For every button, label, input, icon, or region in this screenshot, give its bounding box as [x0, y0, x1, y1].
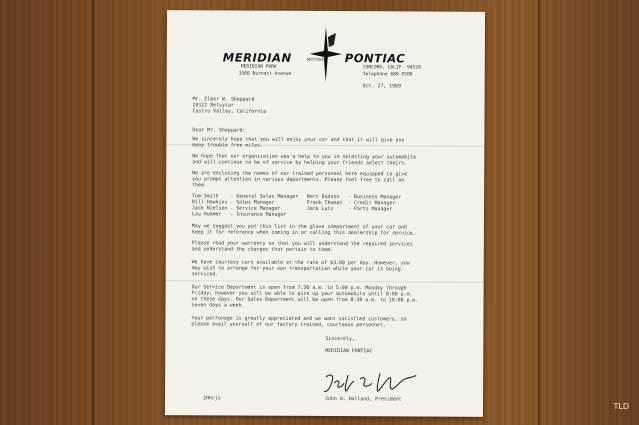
paragraph-line: on these days. Our Sales Department will be open from 8:30 a.m. to 10:00 p.m.: [191, 296, 419, 304]
city-line: CONCORD, CALIF. 94520: [362, 65, 421, 71]
paragraph-line: seven days a week.: [191, 302, 245, 309]
fold-line: [166, 280, 484, 283]
telephone-line: Telephone 689-5500: [362, 72, 413, 78]
staff-row: Jack Nielsen - Service Manager Jack Lutz - Parts Manager: [192, 205, 393, 213]
plank-seam: [92, 0, 94, 425]
signature-company: MERIDIAN PONTIAC: [325, 348, 373, 355]
paragraph-line: We have courtesy cars available at the rate of $3.00 per day. However, you: [191, 259, 410, 267]
recipient-city: Castro Valley, California: [192, 108, 267, 115]
staff-row: Tom Smith - General Sales Manager Bert Dodson - Business Manager: [192, 193, 402, 201]
letterhead: [167, 10, 485, 108]
recipient-name: Mr. Elmer W. Sheppard: [192, 96, 255, 103]
paragraph-line: Our Service Department is open from 7:30 a.m. to 5:00 p.m. Monday through: [191, 284, 407, 292]
paragraph-line: Friday; however you will be able to pick up your automobile until 8:00 p.m.: [191, 290, 413, 298]
paragraph-line: Please read your warranty so that you will understand the required services: [191, 240, 413, 248]
brand-name-right: PONTIAC: [344, 51, 406, 66]
paragraph-line: We sincerely hope that you will enjoy your car and that it will give you: [192, 136, 405, 144]
paragraph-line: serviced.: [191, 271, 219, 278]
paragraph-line: and understand the charges that pertain to them.: [191, 246, 334, 254]
paragraph-line: May we suggest you put this list in the glove compartment of your car and: [191, 223, 407, 231]
address-line-2: 3300 Burnett Avenue: [238, 71, 292, 77]
salutation: Dear Mr. Sheppard:: [192, 127, 246, 134]
letter-date: Oct. 27, 1969: [362, 83, 401, 90]
reference-initials: JHH/js: [203, 395, 221, 402]
signer-name-title: John H. Holland, President: [325, 396, 402, 403]
staff-row: Lou Hummer - Insurance Manager: [191, 211, 287, 218]
staff-row: Bill Hawkins - Sales Manager Frank Thomas - Credit Manager: [192, 199, 396, 207]
brand-small-text: MOTORS: [306, 56, 327, 63]
plank-seam: [538, 0, 540, 425]
paragraph-line: them.: [192, 182, 207, 189]
paragraph-line: keep it for reference when coming in or calling this dealership for service.: [191, 229, 416, 237]
paragraph-line: may wish to arrange for your own transportation while your car is being: [191, 265, 401, 273]
photo-watermark: TLD: [613, 402, 629, 411]
handwritten-signature: [320, 369, 430, 403]
paragraph-line: and will continue to be of service by helping your friends select theirs.: [192, 159, 408, 167]
paragraph-line: We hope that our organization was a help to you in selecting your automobile: [192, 153, 417, 161]
recipient-street: 19122 Betsytar: [192, 102, 234, 109]
address-line-1: MERIDIAN PARK: [240, 64, 277, 70]
paragraph-line: many trouble free miles.: [192, 142, 264, 149]
paragraph-line: We are enclosing the names of our trained personnel here equipped to give: [192, 170, 408, 178]
brand-name-left: MERIDIAN: [222, 50, 292, 65]
closing: Sincerely,: [325, 336, 355, 343]
paragraph-line: you prompt attention in various departments. Please feel free to call on: [192, 176, 405, 184]
letter-paper: [165, 10, 485, 417]
star-emblem-icon: [310, 27, 342, 82]
paragraph-line: Your patronage is greatly appreciated and we want satisfied customers, so: [191, 315, 407, 323]
paragraph-line: please avail yourself of our factory trained, courteous personnel.: [191, 321, 386, 329]
